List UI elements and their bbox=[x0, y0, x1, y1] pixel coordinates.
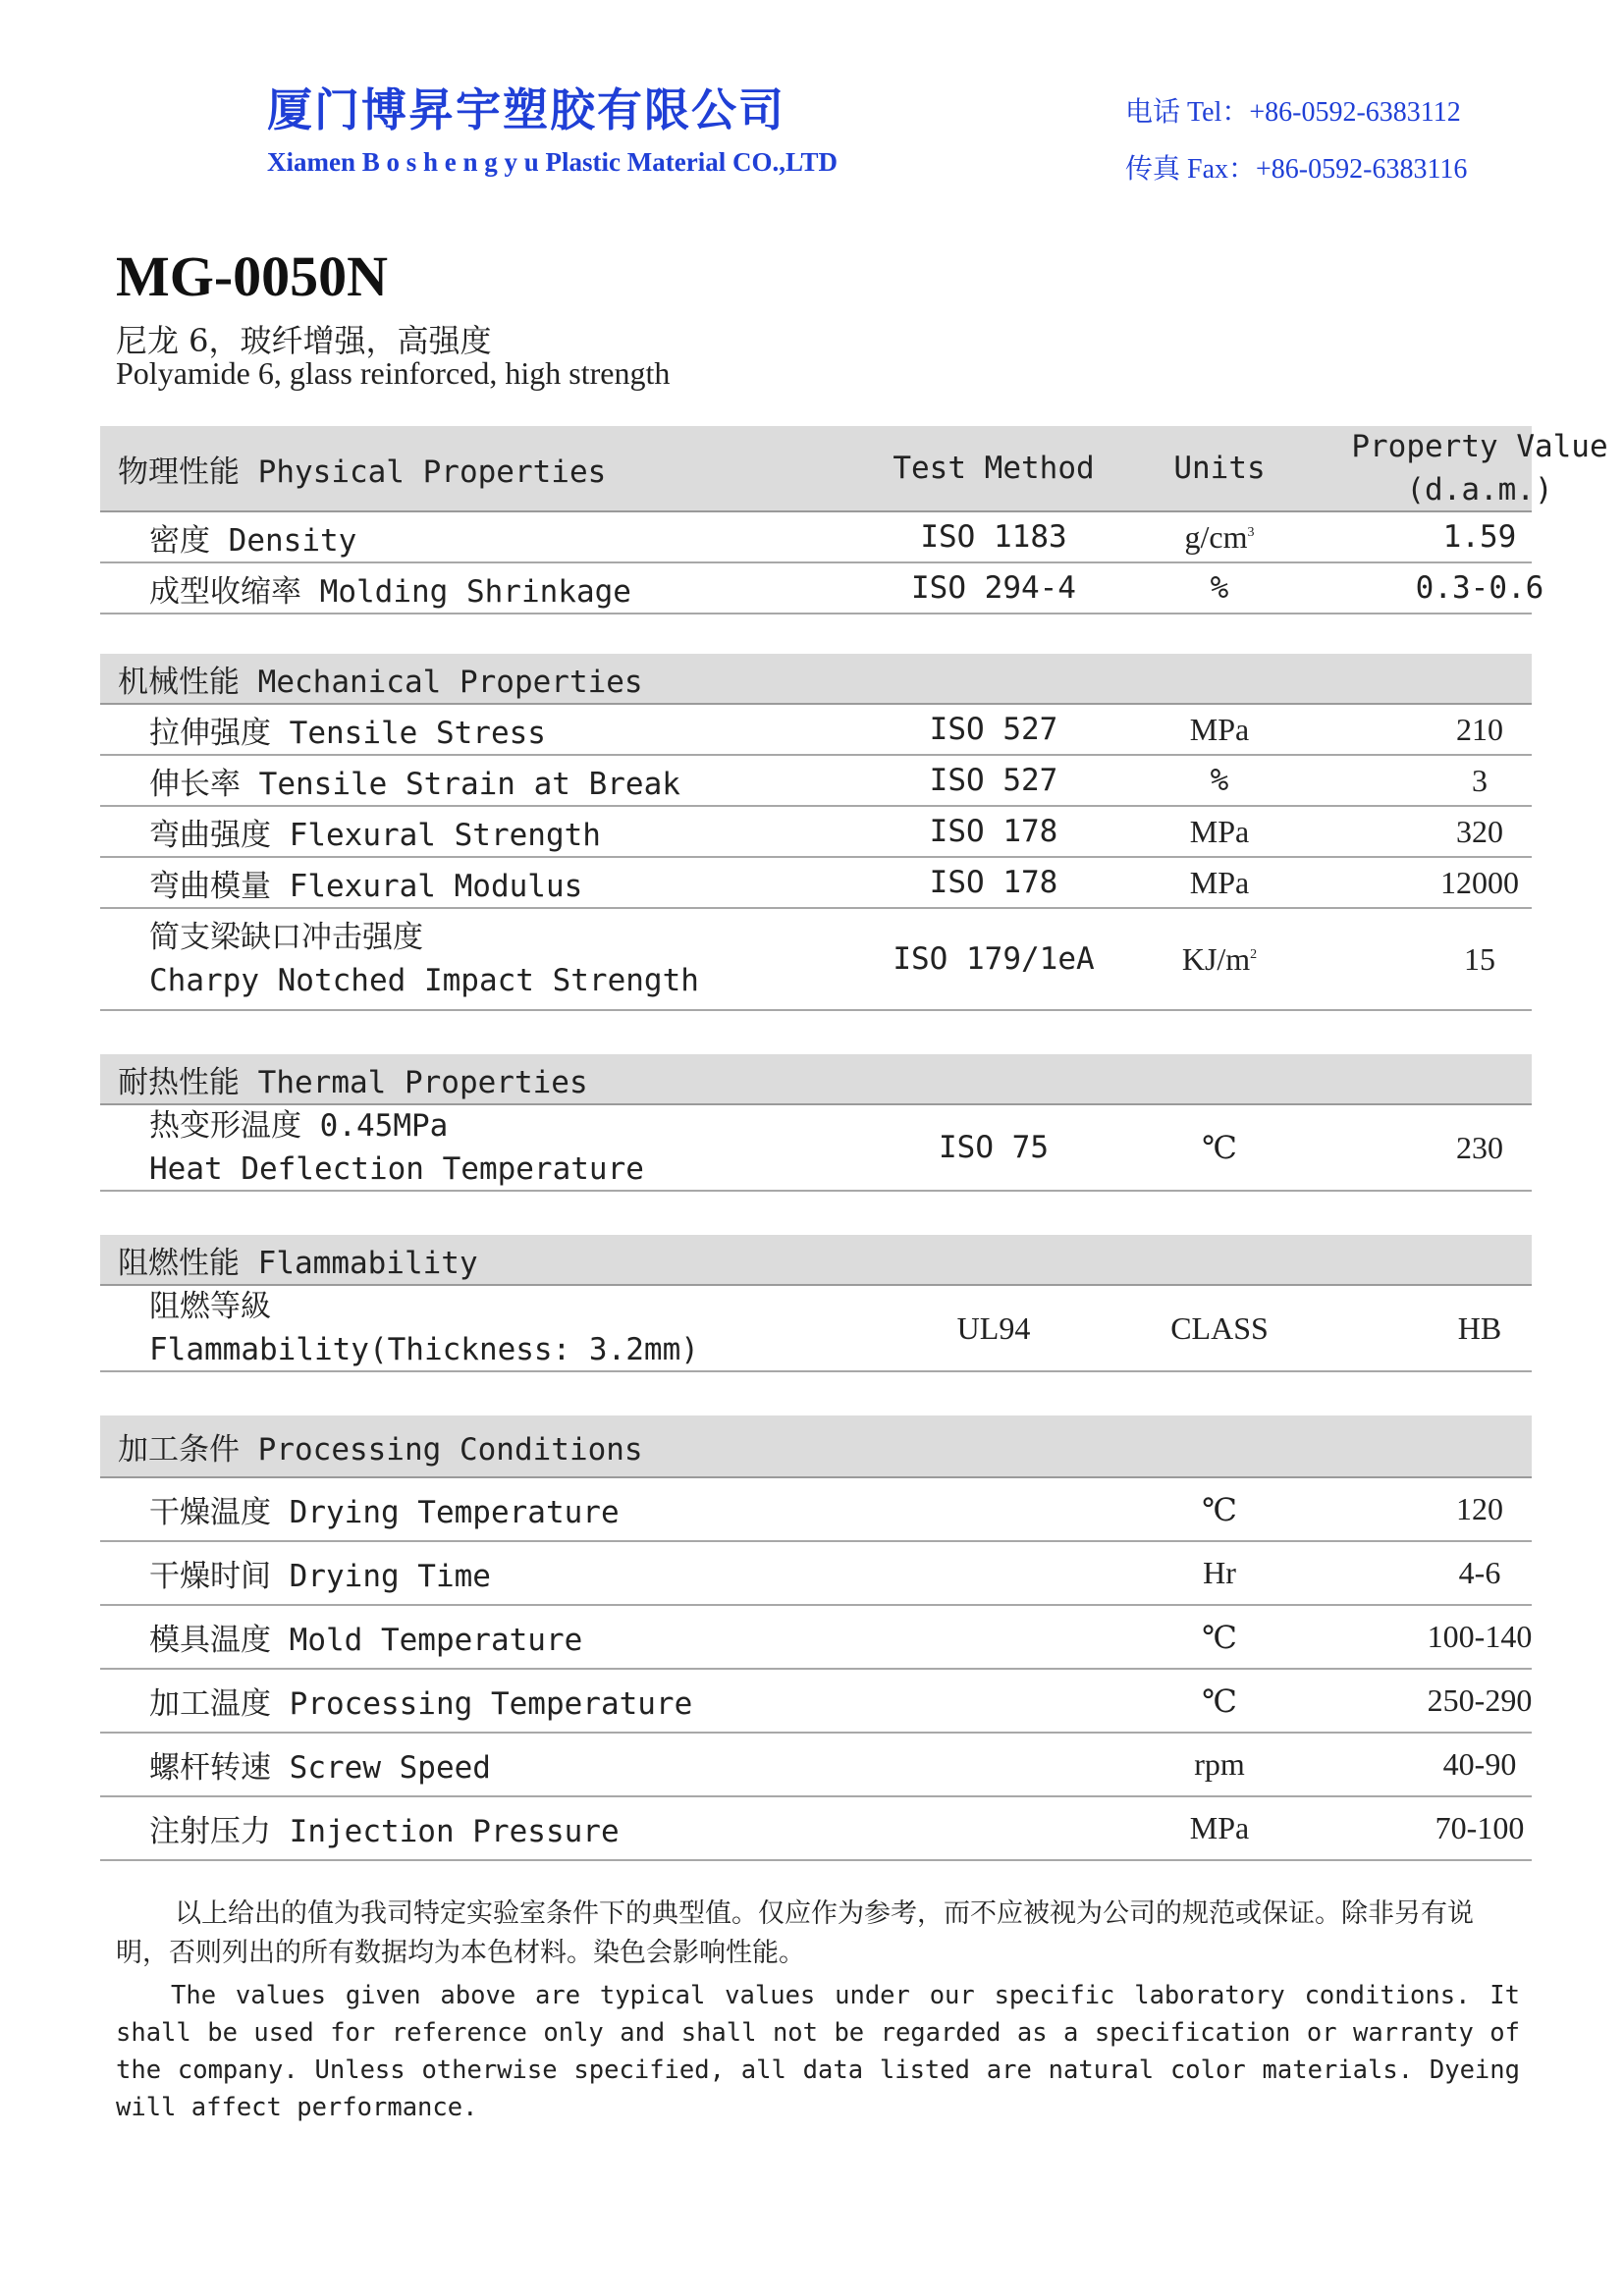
column-property-value-line1: Property Value bbox=[1351, 429, 1608, 464]
test-method: ISO 527 bbox=[929, 763, 1058, 798]
property-value: 210 bbox=[1456, 711, 1503, 747]
disclaimer-cn: 以上给出的值为我司特定实验室条件下的典型值。仅应作为参考，而不应被视为公司的规范或保证。除非另有说明，否则列出的所有数据均为本色材料。染色会影响性能。 bbox=[116, 1898, 1474, 1968]
property-value: 70-100 bbox=[1435, 1810, 1525, 1845]
table-row bbox=[100, 1606, 1532, 1670]
unit: Hr bbox=[1203, 1555, 1236, 1590]
property-value: 230 bbox=[1456, 1129, 1503, 1165]
section-title: 机械性能 Mechanical Properties bbox=[118, 664, 643, 700]
unit: KJ/m $^2$ bbox=[1181, 940, 1258, 977]
table-row bbox=[100, 858, 1532, 909]
property-name: 伸长率 Tensile Strain at Break bbox=[149, 766, 680, 802]
section-title: 加工条件 Processing Conditions bbox=[118, 1431, 643, 1468]
property-value: 1.59 bbox=[1442, 519, 1517, 555]
property-name: 成型收缩率 Molding Shrinkage bbox=[149, 573, 631, 610]
test-method: ISO 527 bbox=[929, 712, 1058, 747]
property-value: 3 bbox=[1472, 762, 1488, 798]
property-value: 320 bbox=[1456, 813, 1503, 849]
column-property-value bbox=[1259, 426, 1624, 510]
test-method: ISO 75 bbox=[939, 1130, 1049, 1165]
section-title: 耐热性能 Thermal Properties bbox=[118, 1064, 588, 1100]
table-row bbox=[100, 1478, 1532, 1542]
tel-number: 电话 Tel：+86-0592-6383112 bbox=[1125, 97, 1461, 128]
unit: ℃ bbox=[1202, 1619, 1237, 1655]
test-method: ISO 178 bbox=[929, 865, 1058, 900]
table-row bbox=[100, 1670, 1532, 1734]
property-name: 模具温度 Mold Temperature bbox=[149, 1623, 583, 1658]
datasheet-table bbox=[100, 426, 1608, 1861]
company-name-cn: 厦门博昇宇塑胶有限公司 bbox=[267, 83, 785, 136]
unit: MPa bbox=[1189, 711, 1250, 747]
property-name: 干燥温度 Drying Temperature bbox=[149, 1495, 620, 1530]
property-value: 120 bbox=[1456, 1491, 1503, 1526]
table-row bbox=[100, 512, 1532, 563]
section-title: 物理性能 Physical Properties bbox=[118, 454, 607, 490]
property-name: 加工温度 Processing Temperature bbox=[149, 1686, 693, 1722]
property-name: 注射压力 Injection Pressure bbox=[149, 1814, 620, 1849]
fax-number: 传真 Fax：+86-0592-6383116 bbox=[1125, 154, 1468, 185]
property-value: 0.3-0.6 bbox=[1415, 570, 1544, 606]
property-name: 拉伸强度 Tensile Stress bbox=[149, 715, 546, 751]
table-row bbox=[100, 807, 1532, 858]
unit: CLASS bbox=[1170, 1309, 1269, 1346]
table-row bbox=[100, 1734, 1532, 1797]
product-desc-cn: 尼龙 6，玻纤增强，高强度 bbox=[116, 322, 492, 359]
property-value: 250-290 bbox=[1427, 1682, 1533, 1718]
section-header-physical bbox=[100, 426, 1608, 512]
disclaimer bbox=[116, 1895, 1520, 2126]
property-value: 40-90 bbox=[1442, 1746, 1517, 1782]
property-name: 螺杆转速 Screw Speed bbox=[149, 1750, 491, 1786]
table-row bbox=[100, 1286, 1532, 1372]
property-name: 简支梁缺口冲击强度 Charpy Notched Impact Strength bbox=[149, 920, 699, 998]
test-method: ISO 294-4 bbox=[911, 570, 1076, 606]
column-units: Units bbox=[1173, 451, 1266, 486]
property-name: 密度 Density bbox=[149, 522, 357, 559]
unit: ℃ bbox=[1202, 1130, 1237, 1165]
section-header-flammability bbox=[100, 1235, 1532, 1286]
unit: MPa bbox=[1189, 1810, 1250, 1845]
test-method: ISO 179/1eA bbox=[893, 941, 1095, 977]
property-value: 15 bbox=[1464, 940, 1495, 977]
table-row bbox=[100, 1105, 1532, 1192]
company-name-en: Xiamen B o s h e n g y u Plastic Material CO.,LTD bbox=[267, 147, 839, 177]
table-row bbox=[100, 1797, 1532, 1861]
property-name: 阻燃等級 Flammability(Thickness: 3.2mm) bbox=[149, 1289, 699, 1367]
section-header-processing bbox=[100, 1415, 1532, 1478]
property-name: 热变形温度 0.45MPa Heat Deflection Temperature bbox=[149, 1108, 644, 1187]
section-header-thermal bbox=[100, 1054, 1532, 1105]
property-name: 弯曲模量 Flexural Modulus bbox=[149, 868, 583, 904]
section-title: 阻燃性能 Flammability bbox=[118, 1245, 478, 1281]
table-row bbox=[100, 1542, 1532, 1606]
unit: MPa bbox=[1189, 864, 1250, 900]
test-method: ISO 178 bbox=[929, 814, 1058, 849]
table-row bbox=[100, 563, 1544, 614]
test-method: UL94 bbox=[956, 1309, 1031, 1346]
column-property-value-line2: (d.a.m.) bbox=[1406, 472, 1553, 507]
column-test-method: Test Method bbox=[893, 451, 1095, 486]
test-method: ISO 1183 bbox=[920, 519, 1067, 555]
unit: ℃ bbox=[1202, 1682, 1237, 1719]
product-model: MG-0050N bbox=[116, 244, 389, 308]
product-desc-en: Polyamide 6, glass reinforced, high strength bbox=[116, 355, 671, 391]
unit: rpm bbox=[1194, 1746, 1245, 1782]
unit: % bbox=[1210, 570, 1229, 606]
property-value: 12000 bbox=[1440, 864, 1519, 900]
unit: g/cm $^3$ bbox=[1184, 518, 1255, 555]
property-name: 弯曲强度 Flexural Strength bbox=[149, 817, 601, 853]
property-value: 4-6 bbox=[1458, 1555, 1501, 1590]
property-value: HB bbox=[1457, 1309, 1502, 1346]
property-name: 干燥时间 Drying Time bbox=[149, 1559, 491, 1594]
unit: MPa bbox=[1189, 813, 1250, 849]
table-row bbox=[100, 705, 1532, 756]
property-value: 100-140 bbox=[1427, 1619, 1533, 1654]
table-row bbox=[100, 756, 1532, 807]
section-header-mechanical bbox=[100, 654, 1532, 705]
table-row bbox=[100, 909, 1532, 1011]
disclaimer-en: The values given above are typical values under our specific laboratory conditions. It shall be used for reference only and shall not be regarded as a specification or warranty of the company. Unless otherwise specified, all data listed are natural color materials. Dyeing will affect performance. bbox=[116, 1981, 1520, 2122]
unit: % bbox=[1210, 763, 1229, 798]
unit: ℃ bbox=[1202, 1491, 1237, 1527]
